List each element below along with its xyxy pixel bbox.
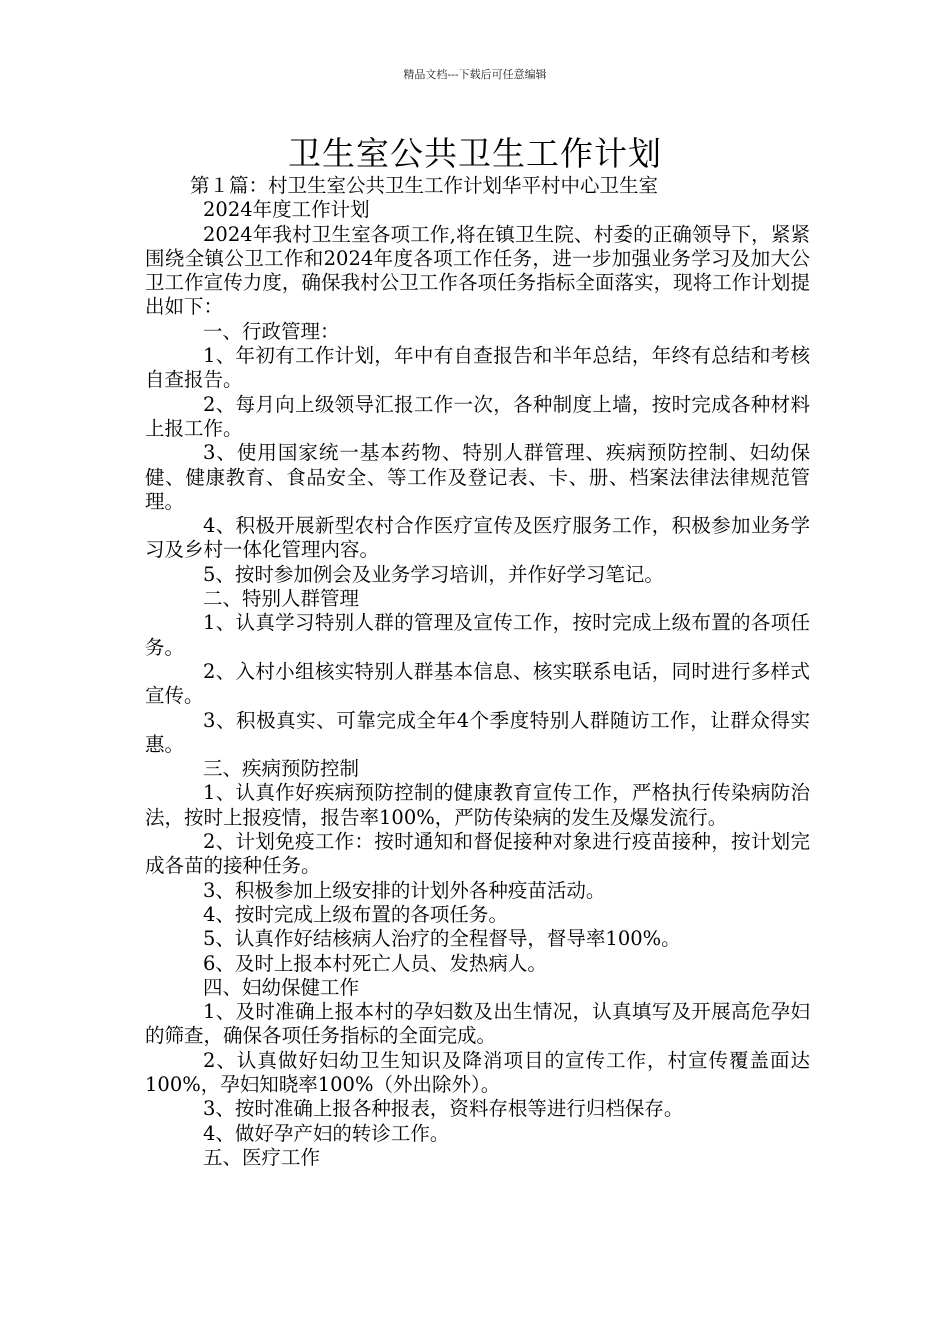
paragraph: 1、及时准确上报本村的孕妇数及出生情况，认真填写及开展高危孕妇的筛查，确保各项任务指标的全面完成。: [145, 1000, 810, 1048]
paragraph: 2、计划免疫工作：按时通知和督促接种对象进行疫苗接种，按计划完成各苗的接种任务。: [145, 830, 810, 878]
paragraph: 1、认真学习特别人群的管理及宣传工作，按时完成上级布置的各项任务。: [145, 611, 810, 659]
paragraph: 2、认真做好妇幼卫生知识及降消项目的宣传工作，村宣传覆盖面达100%，孕妇知晓率100%（外出除外）。: [145, 1048, 810, 1096]
paragraph: 2024年我村卫生室各项工作,将在镇卫生院、村委的正确领导下，紧紧围绕全镇公卫工作和2024年度各项工作任务，进一步加强业务学习及加大公卫工作宣传力度，确保我村公卫工作各项任务指标全面落实，现将工作计划提出如下：: [145, 222, 810, 319]
paragraph: 3、按时准确上报各种报表，资料存根等进行归档保存。: [203, 1097, 684, 1121]
paragraph: 2、入村小组核实特别人群基本信息、核实联系电话，同时进行多样式宣传。: [145, 659, 810, 708]
paragraph: 4、按时完成上级布置的各项任务。: [203, 902, 508, 926]
paragraph: 3、积极真实、可靠完成全年4个季度特别人群随访工作，让群众得实惠。: [145, 708, 810, 756]
document-title: 卫生室公共卫生工作计划: [288, 134, 662, 173]
paragraph: 一、行政管理：: [203, 319, 340, 343]
paragraph: 3、积极参加上级安排的计划外各种疫苗活动。: [203, 878, 606, 902]
paragraph: 5、按时参加例会及业务学习培训，并作好学习笔记。: [203, 562, 664, 586]
paragraph: 2、每月向上级领导汇报工作一次，各种制度上墙，按时完成各种材料上报工作。: [145, 392, 810, 440]
paragraph: 1、年初有工作计划，年中有自查报告和半年总结，年终有总结和考核自查报告。: [145, 344, 810, 392]
paragraph: 3、使用国家统一基本药物、特别人群管理、疾病预防控制、妇幼保健、健康教育、食品安全、等工作及登记表、卡、册、档案法律法律规范管理。: [145, 441, 810, 513]
paragraph: 4、做好孕产妇的转诊工作。: [203, 1121, 450, 1145]
paragraph: 2024年度工作计划: [203, 198, 370, 222]
paragraph: 四、妇幼保健工作: [203, 975, 360, 999]
paragraph: 五、医疗工作: [203, 1145, 321, 1169]
paragraph: 第１篇：村卫生室公共卫生工作计划华平村中心卫生室: [190, 174, 659, 197]
paragraph: 5、认真作好结核病人治疗的全程督导，督导率100%。: [203, 927, 681, 951]
header-note: 精品文档---下载后可任意编辑: [403, 68, 547, 81]
document-body: [145, 174, 810, 1170]
paragraph: 三、疾病预防控制: [203, 757, 360, 781]
paragraph: 二、特别人群管理: [203, 587, 360, 611]
paragraph: 1、认真作好疾病预防控制的健康教育宣传工作，严格执行传染病防治法，按时上报疫情，报告率100%，严防传染病的发生及爆发流行。: [145, 781, 810, 829]
paragraph: 4、积极开展新型农村合作医疗宣传及医疗服务工作，积极参加业务学习及乡村一体化管理内容。: [145, 514, 810, 562]
paragraph: 6、及时上报本村死亡人员、发热病人。: [203, 951, 547, 975]
